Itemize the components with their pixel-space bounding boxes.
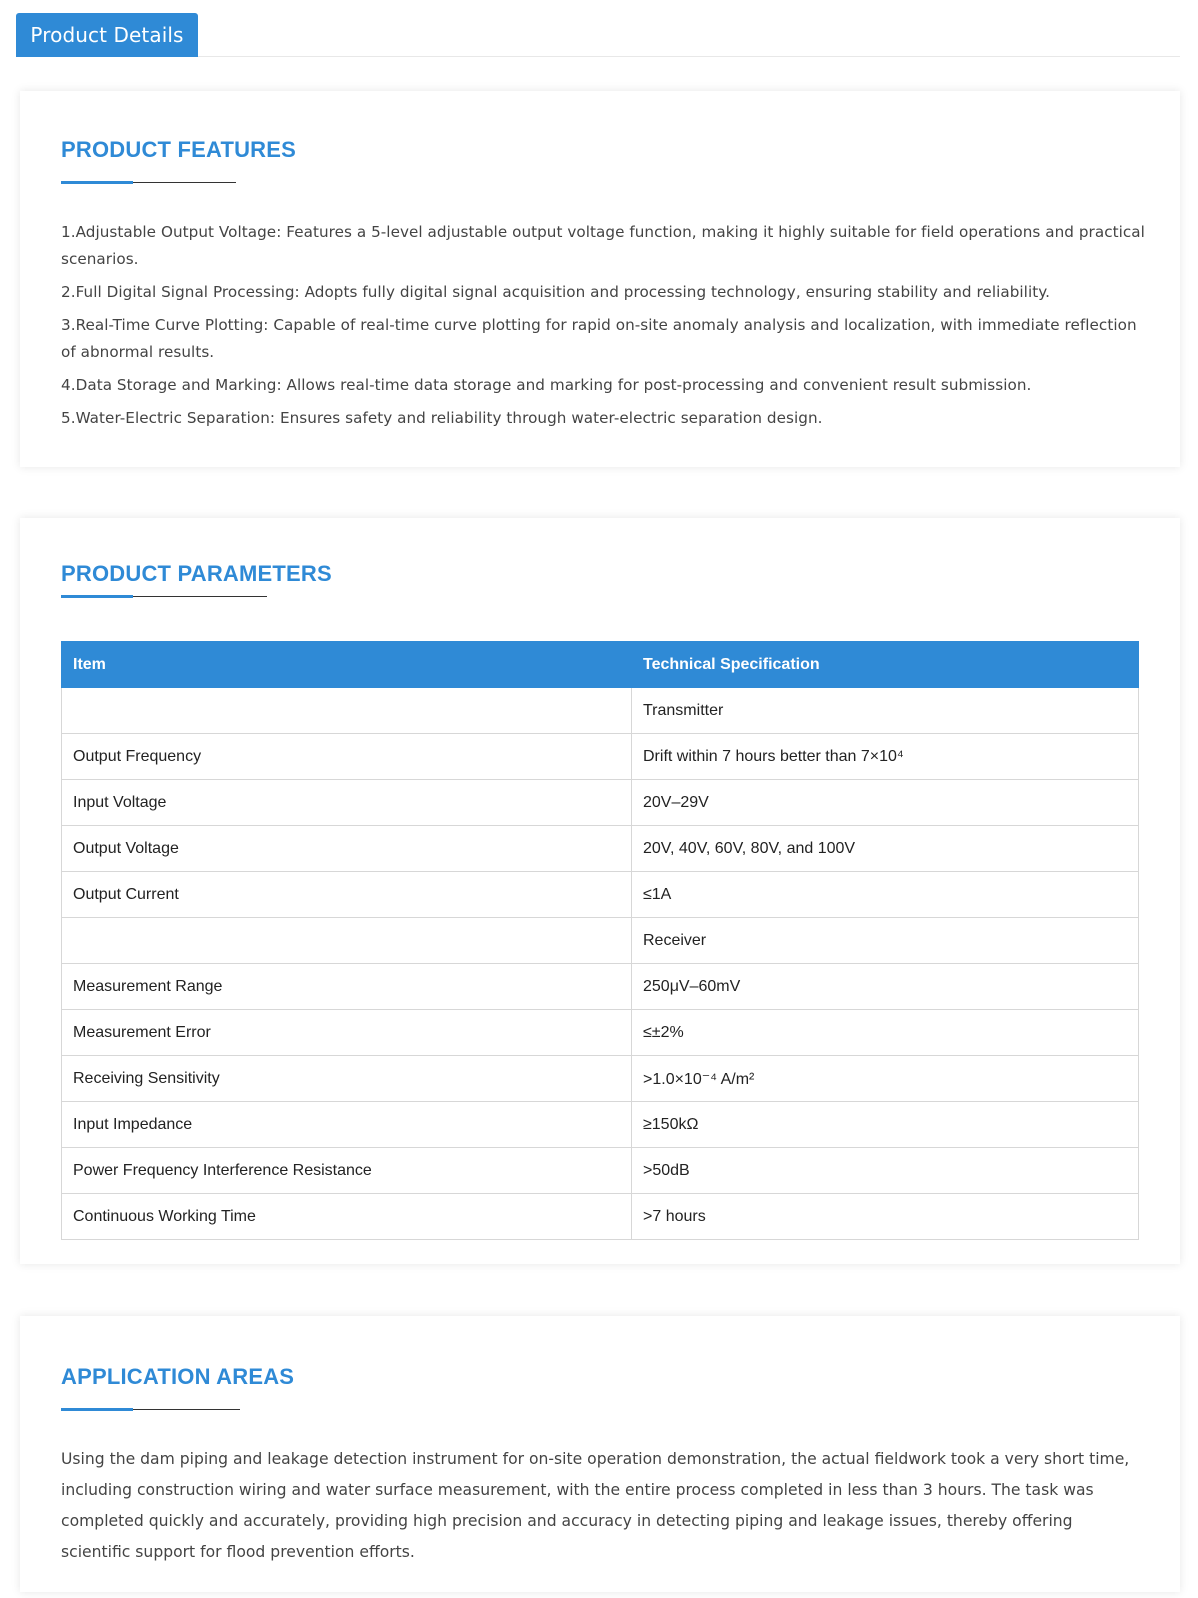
parameters-title-underline [61, 595, 267, 597]
table-row [62, 872, 1139, 918]
feature-item: 4.Data Storage and Marking: Allows real-time data storage and marking for post-processing and convenient result submission. [61, 376, 1032, 394]
table-cell-spec: ≤±2% [632, 1010, 1139, 1056]
table-cell-item: Input Impedance [62, 1102, 632, 1148]
features-title-underline [61, 181, 236, 183]
table-row [62, 1194, 1139, 1240]
feature-item: 3.Real-Time Curve Plotting: Capable of real-time curve plotting for rapid on-site anomaly analysis and localization, with immediate reflection of abnormal results. [61, 316, 1137, 361]
table-cell-item: Output Voltage [62, 826, 632, 872]
table-row [62, 1010, 1139, 1056]
table-row [62, 688, 1139, 734]
parameters-table [61, 641, 1139, 1240]
table-cell-spec: 20V, 40V, 60V, 80V, and 100V [632, 826, 1139, 872]
feature-item: 1.Adjustable Output Voltage: Features a 5-level adjustable output voltage function, making it highly suitable for field operations and practical scenarios. [61, 223, 1145, 268]
table-cell-item: Output Frequency [62, 734, 632, 780]
tab-product-details[interactable]: Product Details [16, 13, 198, 57]
table-cell-spec: >7 hours [632, 1194, 1139, 1240]
table-cell-spec: >50dB [632, 1148, 1139, 1194]
table-cell-item: Input Voltage [62, 780, 632, 826]
table-row [62, 918, 1139, 964]
table-row [62, 1102, 1139, 1148]
table-row [62, 826, 1139, 872]
feature-item: 2.Full Digital Signal Processing: Adopts fully digital signal acquisition and processing technology, ensuring stability and reliability. [61, 283, 1050, 301]
table-cell-item: Receiving Sensitivity [62, 1056, 632, 1102]
table-cell-spec: Receiver [632, 918, 1139, 964]
table-cell-spec: >1.0×10⁻⁴ A/m² [632, 1056, 1139, 1102]
table-cell-item: Measurement Range [62, 964, 632, 1010]
table-cell-spec: 250μV–60mV [632, 964, 1139, 1010]
table-row [62, 734, 1139, 780]
table-cell-spec: 20V–29V [632, 780, 1139, 826]
table-cell-item: Continuous Working Time [62, 1194, 632, 1240]
tab-bar [16, 13, 1180, 57]
table-cell-spec: ≤1A [632, 872, 1139, 918]
table-cell-spec: Transmitter [632, 688, 1139, 734]
table-cell-item: Measurement Error [62, 1010, 632, 1056]
table-cell-spec: Drift within 7 hours better than 7×10⁴ [632, 734, 1139, 780]
table-row [62, 780, 1139, 826]
applications-title-underline [61, 1408, 240, 1410]
table-cell-spec: ≥150kΩ [632, 1102, 1139, 1148]
parameters-title: PRODUCT PARAMETERS [61, 561, 332, 586]
table-cell-item [62, 688, 632, 734]
parameters-card [20, 518, 1180, 1264]
features-list [61, 219, 1151, 438]
table-cell-item: Output Current [62, 872, 632, 918]
table-cell-item: Power Frequency Interference Resistance [62, 1148, 632, 1194]
table-row [62, 1056, 1139, 1102]
table-cell-item [62, 918, 632, 964]
features-title: PRODUCT FEATURES [61, 137, 297, 162]
applications-card [20, 1316, 1180, 1592]
applications-title: APPLICATION AREAS [61, 1364, 295, 1389]
table-row [62, 964, 1139, 1010]
table-header-row [62, 642, 1139, 688]
column-header-spec: Technical Specification [632, 642, 1139, 688]
column-header-item: Item [62, 642, 632, 688]
applications-text: Using the dam piping and leakage detection instrument for on-site operation demonstration, the actual fieldwork took a very short time, including construction wiring and water surface measurement, with the entire process completed in less than 3 hours. The task was completed quickly and accurately, providing high precision and accuracy in detecting piping and leakage issues, thereby offering scientific support for flood prevention efforts. [61, 1450, 1130, 1561]
feature-item: 5.Water-Electric Separation: Ensures safety and reliability through water-electric separation design. [61, 409, 823, 427]
features-card [20, 91, 1180, 467]
table-row [62, 1148, 1139, 1194]
